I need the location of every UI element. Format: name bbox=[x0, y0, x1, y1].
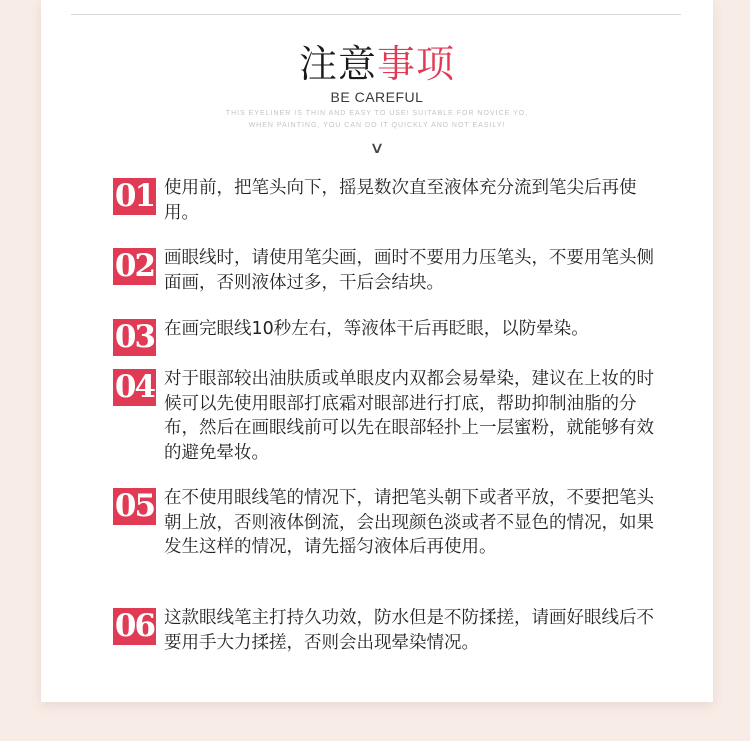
item-number-badge: 01 bbox=[114, 178, 155, 214]
item-number-badge: 04 bbox=[114, 369, 155, 405]
item-text: 这款眼线笔主打持久功效，防水但是不防揉搓，请画好眼线后不要用手大力揉搓，否则会出现晕染情况。 bbox=[164, 608, 654, 653]
item-number-badge: 02 bbox=[114, 248, 155, 284]
page-title bbox=[41, 40, 713, 88]
chevron-down-icon: ∨ bbox=[369, 138, 385, 157]
item-number-badge: 05 bbox=[114, 488, 155, 524]
notice-card bbox=[41, 0, 713, 702]
item-text: 画眼线时，请使用笔尖画，画时不要用力压笔头，不要用笔头侧面画，否则液体过多，干后会结块。 bbox=[164, 248, 654, 293]
item-number-badge: 06 bbox=[114, 608, 155, 644]
top-divider bbox=[71, 14, 681, 15]
fine-print-line-2: WHEN PAINTING, YOU CAN DO IT QUICKLY AND NOT EASILY! bbox=[248, 122, 506, 129]
item-text: 使用前，把笔头向下，摇晃数次直至液体充分流到笔尖后再使用。 bbox=[164, 178, 637, 223]
fine-print-line-1: THIS EYELINER IS THIN AND EASY TO USE! SUITABLE FOR NOVICE YO, bbox=[225, 110, 529, 117]
title-part-accent: 事项 bbox=[377, 42, 456, 86]
title-part-dark: 注意 bbox=[298, 42, 377, 86]
item-text: 对于眼部较出油肤质或单眼皮内双都会易晕染，建议在上妆的时候可以先使用眼部打底霜对眼部进行打底，帮助抑制油脂的分布，然后在画眼线前可以先在眼部轻扑上一层蜜粉，就能够有效的避免晕妆。 bbox=[164, 369, 654, 463]
subtitle: BE CAREFUL bbox=[330, 89, 424, 105]
item-text: 在画完眼线10秒左右，等液体干后再眨眼，以防晕染。 bbox=[164, 319, 589, 339]
item-number-badge: 03 bbox=[114, 319, 155, 355]
item-text: 在不使用眼线笔的情况下，请把笔头朝下或者平放，不要把笔头朝上放，否则液体倒流，会出现颜色淡或者不显色的情况，如果发生这样的情况，请先摇匀液体后再使用。 bbox=[164, 488, 654, 557]
